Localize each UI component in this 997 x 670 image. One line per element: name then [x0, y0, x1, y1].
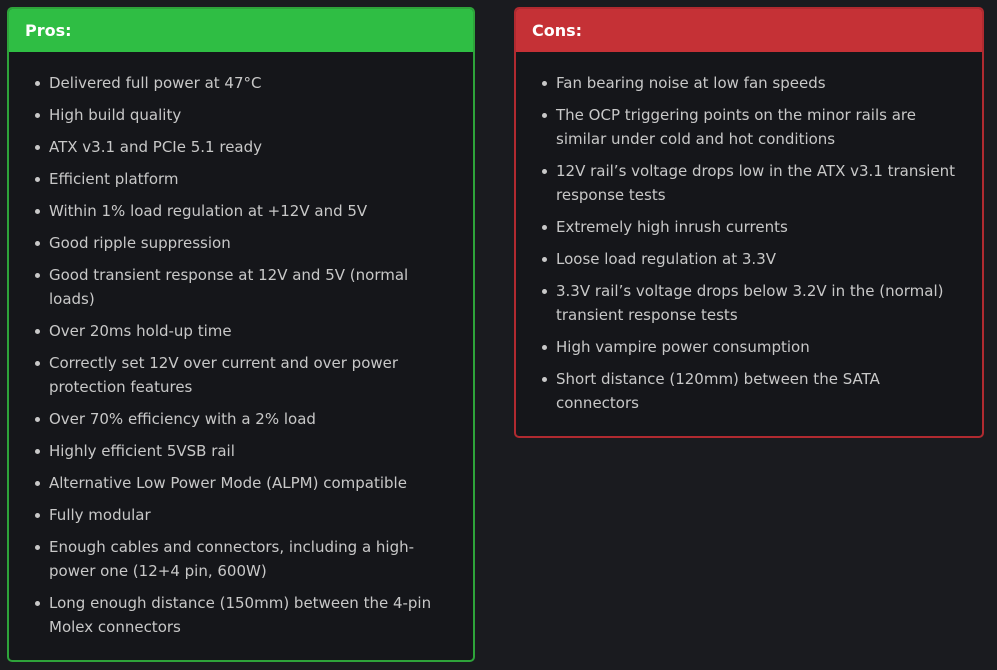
pros-list-item: Delivered full power at 47°C: [49, 71, 457, 95]
cons-list-item: Extremely high inrush currents: [556, 215, 966, 239]
pros-list-item: ATX v3.1 and PCIe 5.1 ready: [49, 135, 457, 159]
pros-list-item: Fully modular: [49, 503, 457, 527]
pros-list-item: Correctly set 12V over current and over power protection features: [49, 351, 457, 399]
pros-list-item: Efficient platform: [49, 167, 457, 191]
cons-list-item: 3.3V rail’s voltage drops below 3.2V in the (normal) transient response tests: [556, 279, 966, 327]
pros-list-item: Good transient response at 12V and 5V (normal loads): [49, 263, 457, 311]
cons-list-item: Short distance (120mm) between the SATA connectors: [556, 367, 966, 415]
cons-list-item: Loose load regulation at 3.3V: [556, 247, 966, 271]
cons-list-item: The OCP triggering points on the minor rails are similar under cold and hot conditions: [556, 103, 966, 151]
cons-header: Cons:: [516, 9, 982, 52]
cons-list-item: Fan bearing noise at low fan speeds: [556, 71, 966, 95]
pros-list-item: Over 20ms hold-up time: [49, 319, 457, 343]
pros-list-item: Over 70% efficiency with a 2% load: [49, 407, 457, 431]
pros-panel: [7, 7, 475, 662]
cons-list-item: High vampire power consumption: [556, 335, 966, 359]
pros-header: Pros:: [9, 9, 473, 52]
pros-list-item: Alternative Low Power Mode (ALPM) compatible: [49, 471, 457, 495]
pros-list-item: Long enough distance (150mm) between the 4-pin Molex connectors: [49, 591, 457, 639]
pros-list-item: Enough cables and connectors, including a high-power one (12+4 pin, 600W): [49, 535, 457, 583]
cons-list: [516, 52, 982, 415]
pros-list-item: Highly efficient 5VSB rail: [49, 439, 457, 463]
pros-list: [9, 52, 473, 639]
pros-list-item: Good ripple suppression: [49, 231, 457, 255]
cons-list-item: 12V rail’s voltage drops low in the ATX v3.1 transient response tests: [556, 159, 966, 207]
pros-list-item: High build quality: [49, 103, 457, 127]
pros-list-item: Within 1% load regulation at +12V and 5V: [49, 199, 457, 223]
cons-panel: [514, 7, 984, 438]
